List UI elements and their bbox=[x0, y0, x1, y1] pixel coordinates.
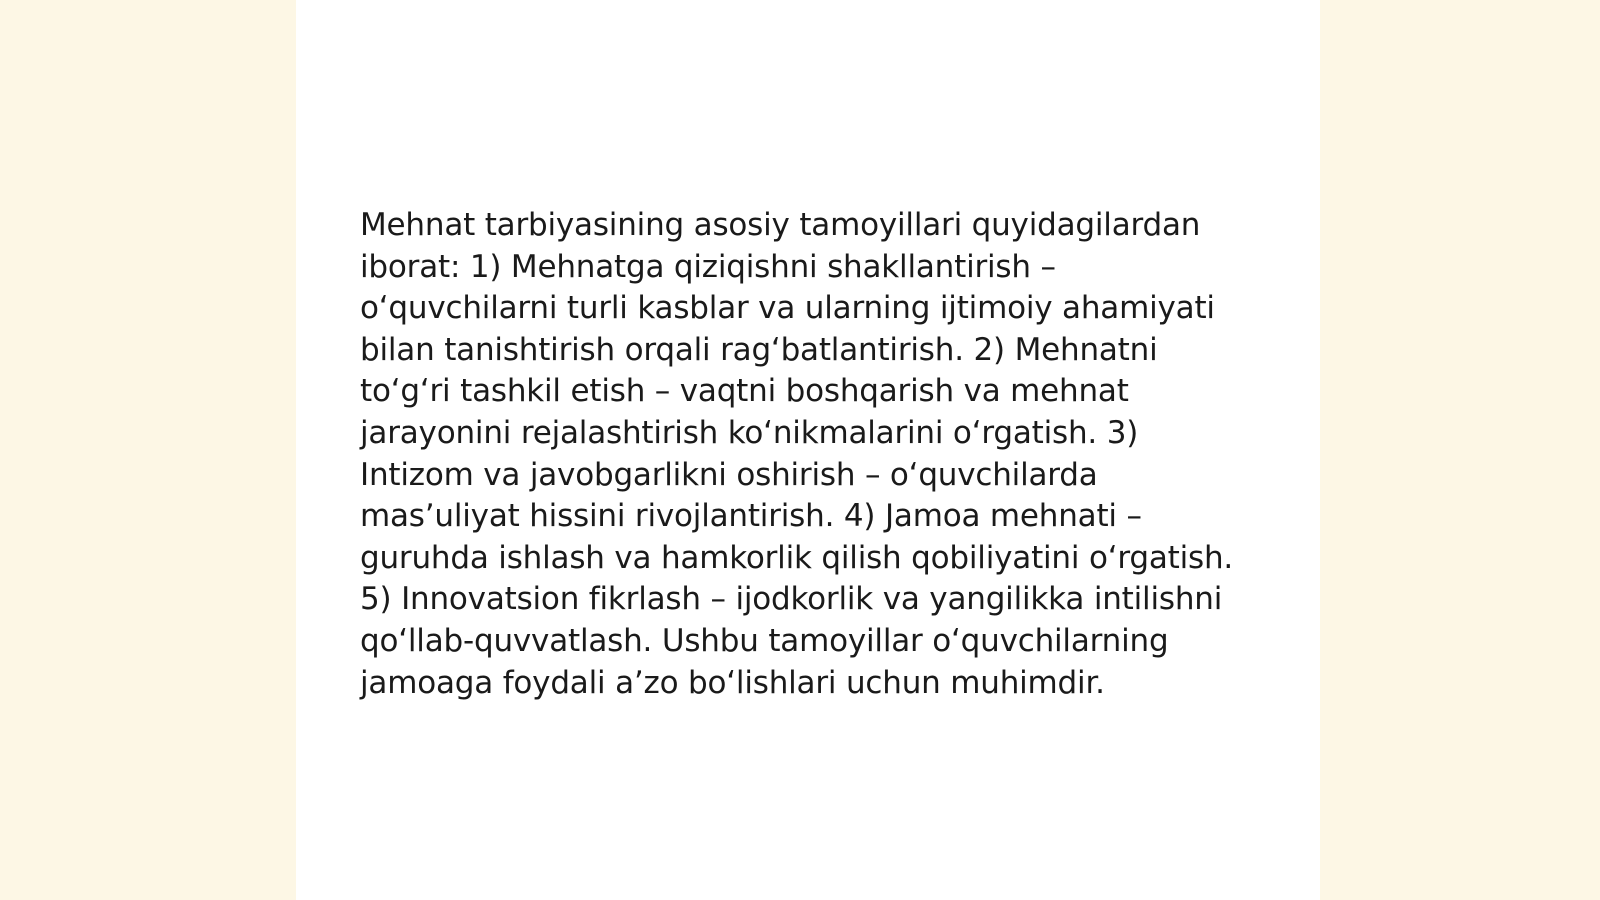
left-margin-background bbox=[0, 0, 296, 900]
right-margin-background bbox=[1320, 0, 1600, 900]
slide-body-text: Mehnat tarbiyasining asosiy tamoyillari quyidagilardan iborat: 1) Mehnatga qiziqishni shakllantirish – o‘quvchilarni turli kasblar va ularning ijtimoiy ahamiyati bilan tanishtirish orqali rag‘batlantirish. 2) Mehnatni to‘g‘ri tashkil etish – vaqtni boshqarish va mehnat jarayonini rejalashtirish ko‘nikmalarini o‘rgatish. 3) Intizom va javobgarlikni oshirish – o‘quvchilarda mas’uliyat hissini rivojlantirish. 4) Jamoa mehnati – guruhda ishlash va hamkorlik qilish qobiliyatini o‘rgatish. 5) Innovatsion fikrlash – ijodkorlik va yangilikka intilishni qo‘llab-quvvatlash. Ushbu tamoyillar o‘quvchilarning jamoaga foydali a’zo bo‘lishlari uchun muhimdir. bbox=[360, 207, 1234, 701]
slide-panel bbox=[296, 0, 1320, 900]
